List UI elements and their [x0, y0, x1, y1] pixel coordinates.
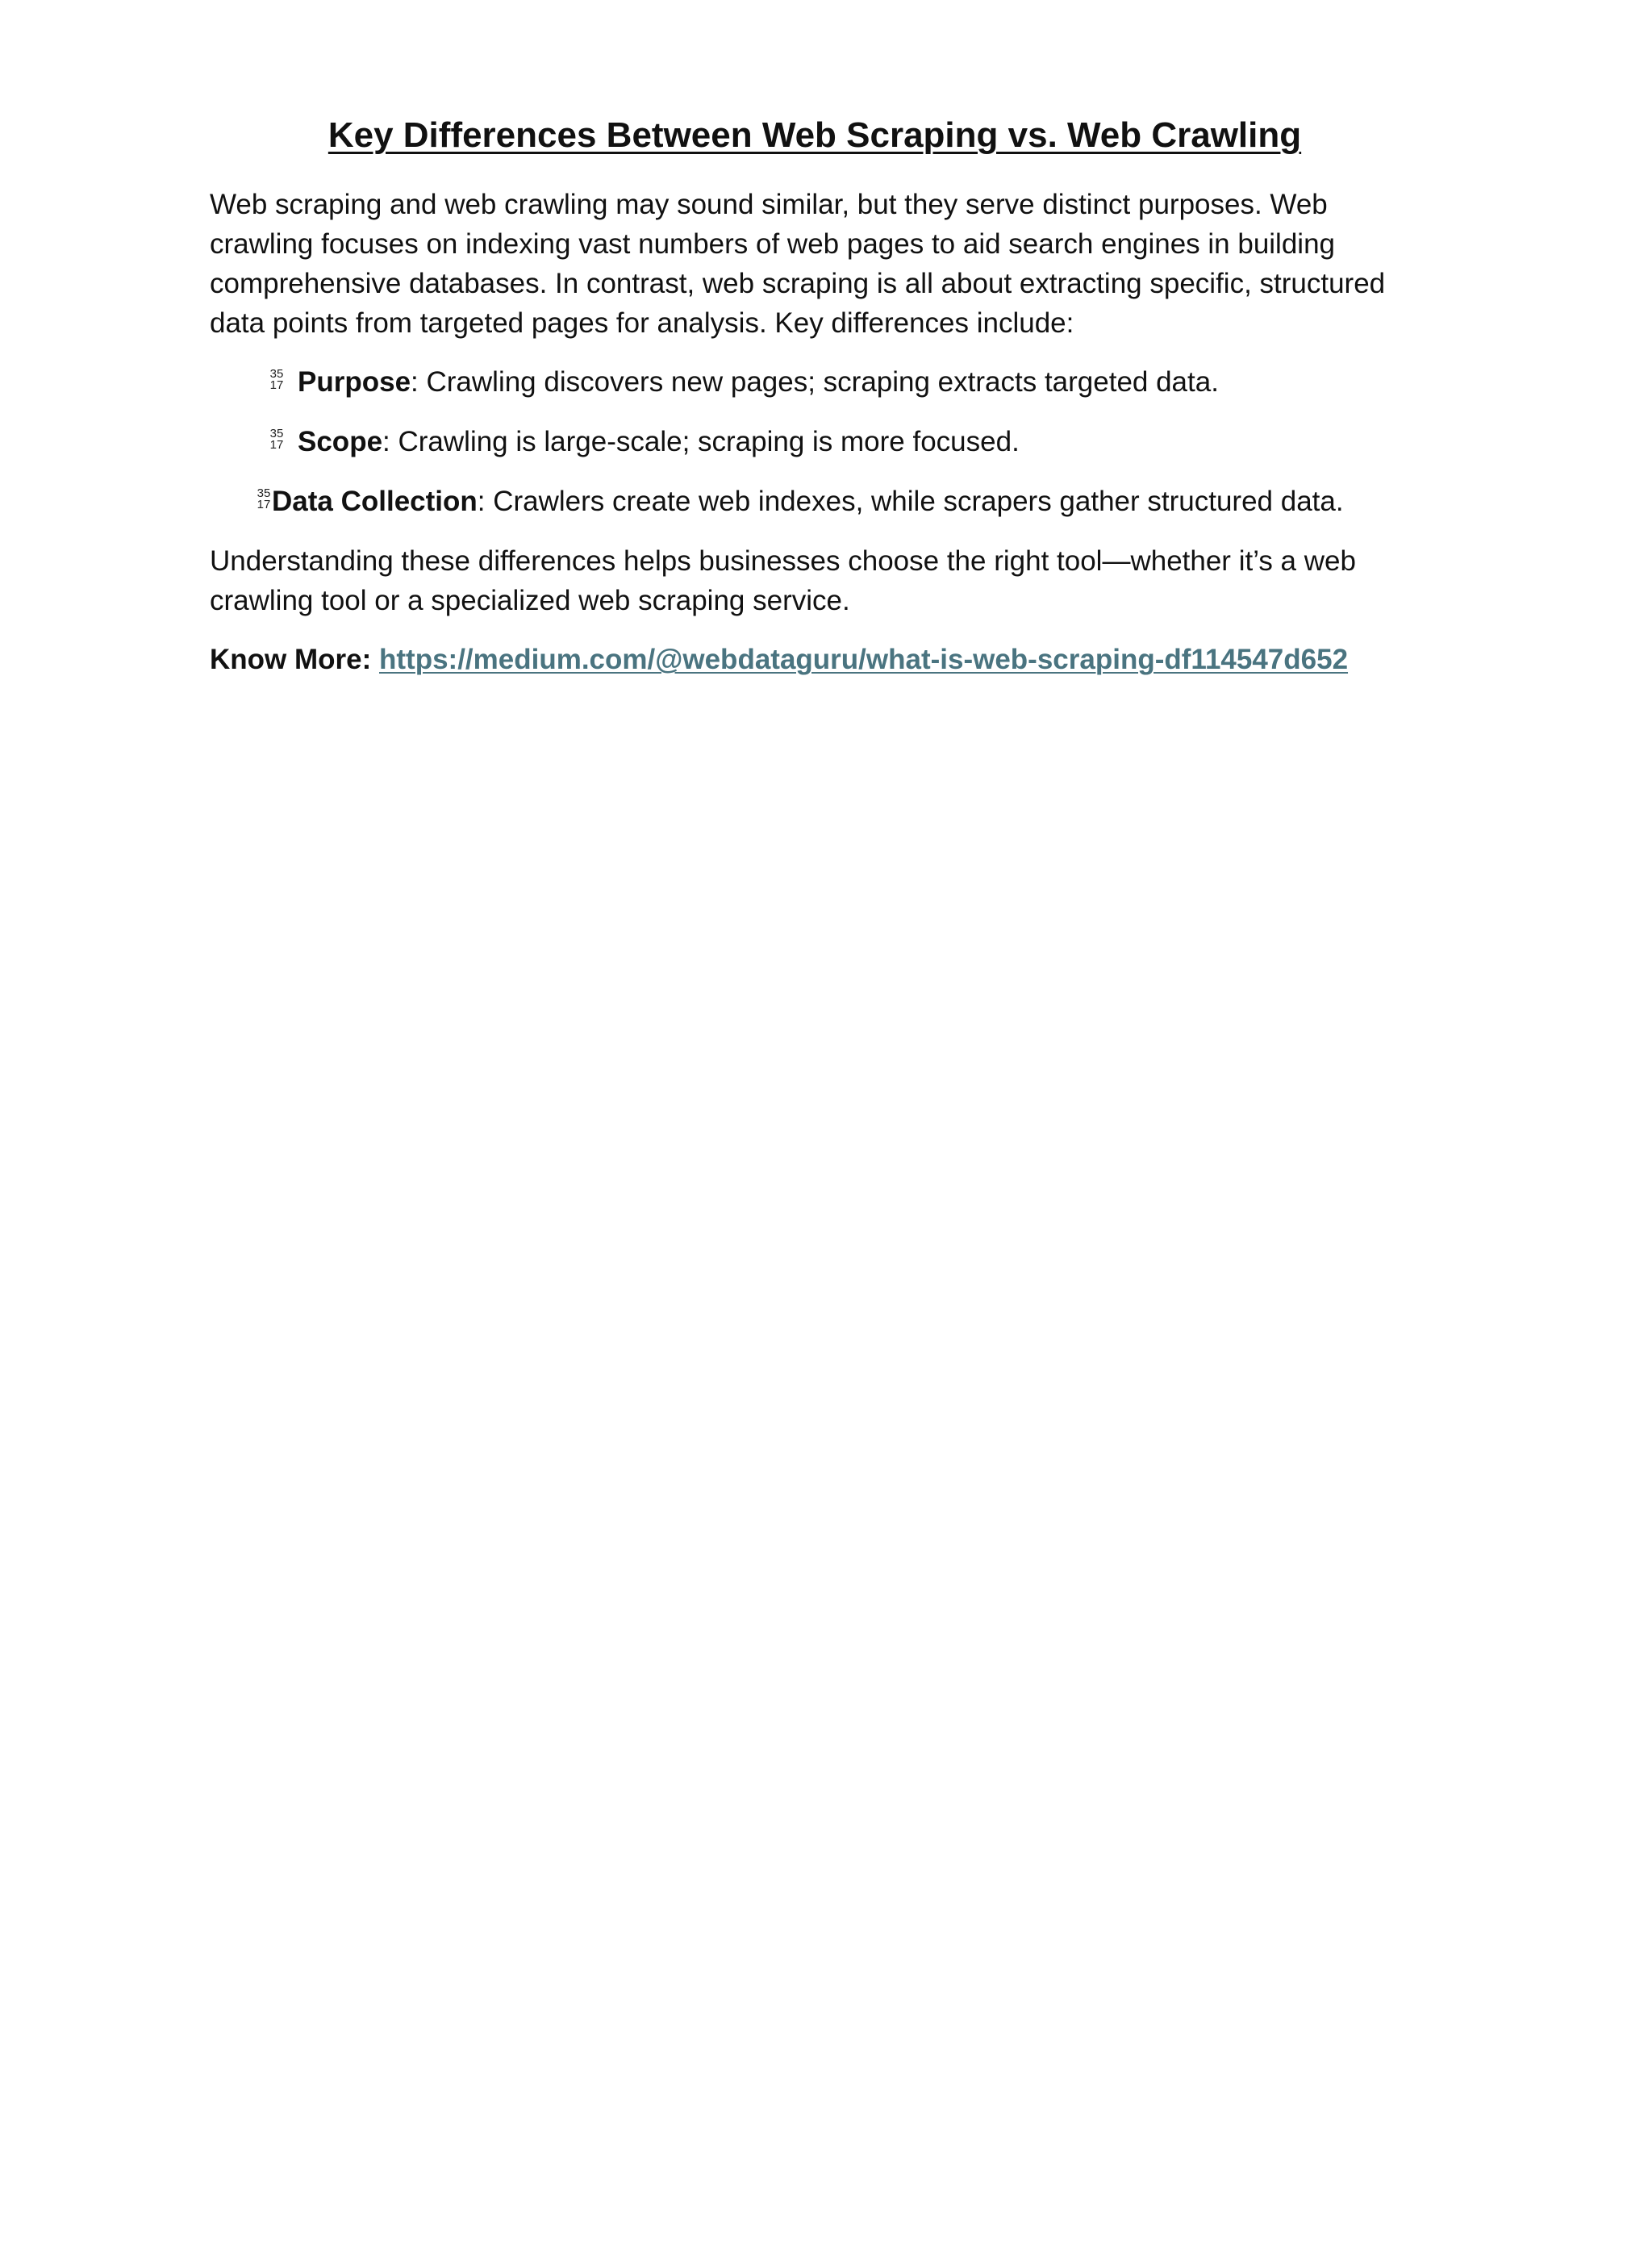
intro-paragraph: Web scraping and web crawling may sound similar, but they serve distinct purposes. Web crawling focuses on indexing vast numbers of web pages to aid search engines in building comprehensive databases. In contrast, web scraping is all about extracting specific, structured data points from targeted pages for analysis. Key differences include:	[210, 189, 1386, 339]
list-marker: 35 17	[269, 427, 284, 452]
list-item-text: : Crawlers create web indexes, while scrapers gather structured data.	[477, 486, 1344, 517]
list-item-term: Scope	[298, 426, 383, 457]
know-more-label: Know More:	[210, 644, 372, 675]
list-item-body	[298, 422, 1420, 461]
differences-list	[210, 362, 1420, 521]
list-item-term: Data Collection	[272, 486, 478, 517]
list-item	[210, 422, 1420, 461]
list-item-body	[272, 482, 1420, 521]
document-page	[210, 113, 1420, 679]
list-item-term: Purpose	[298, 366, 411, 398]
list-item	[210, 482, 1420, 521]
page-title: Key Differences Between Web Scraping vs. Web Crawling	[327, 115, 1302, 155]
list-item-text: : Crawling discovers new pages; scraping extracts targeted data.	[411, 366, 1219, 398]
know-more-link[interactable]: https://medium.com/@webdataguru/what-is-web-scraping-df114547d652	[379, 644, 1349, 675]
know-more-line	[210, 640, 1420, 679]
list-marker: 35 17	[257, 486, 271, 511]
list-item-text: : Crawling is large-scale; scraping is more focused.	[382, 426, 1020, 457]
conclusion-paragraph: Understanding these differences helps businesses choose the right tool—whether it’s a web crawling tool or a specialized web scraping service.	[210, 545, 1356, 616]
list-marker: 35 17	[269, 367, 284, 392]
list-item	[210, 362, 1420, 402]
list-item-body	[298, 362, 1420, 402]
